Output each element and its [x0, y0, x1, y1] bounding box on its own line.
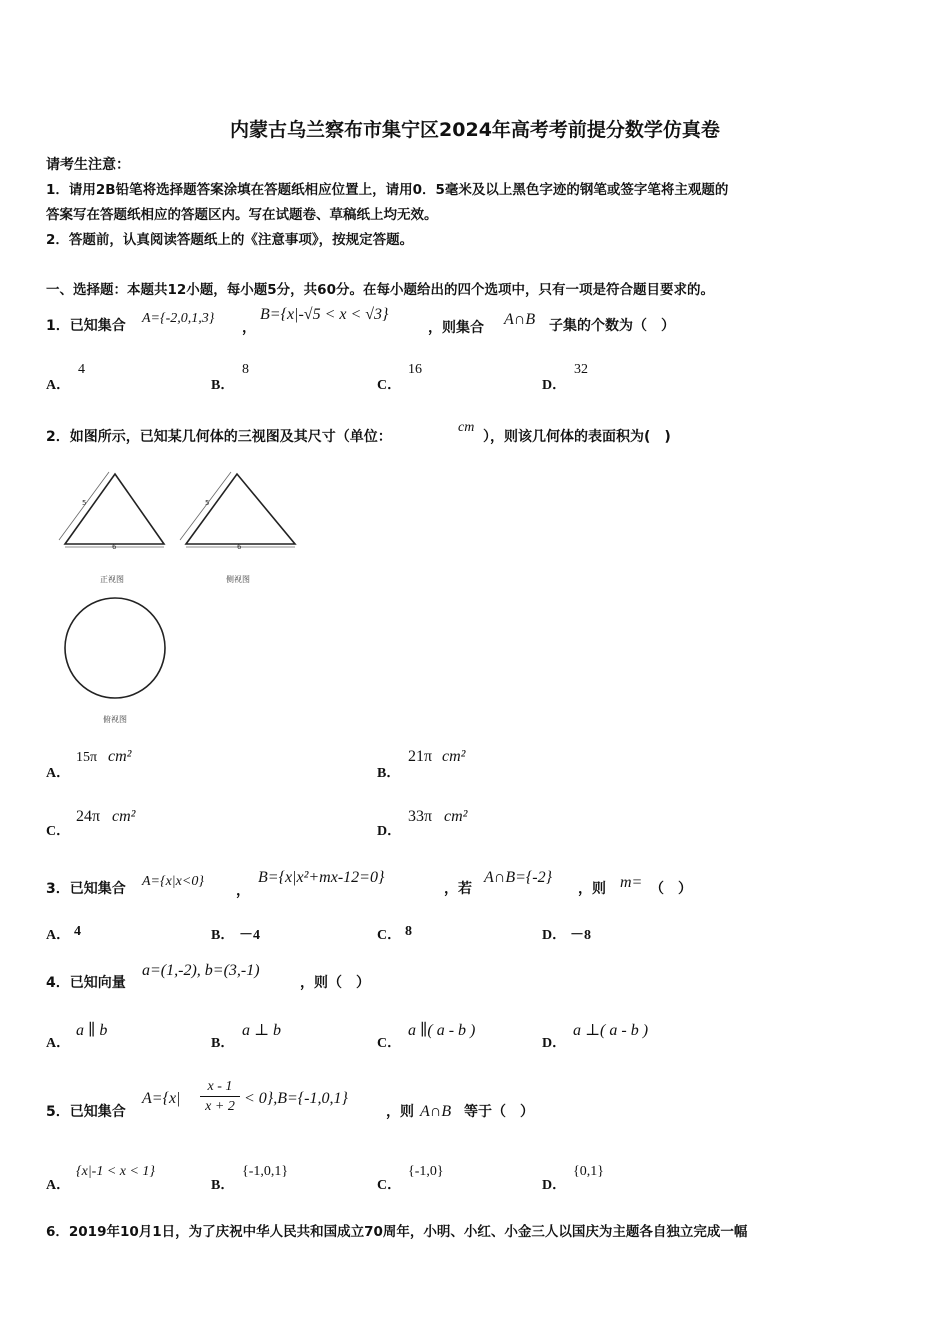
q3-prefix: 3．已知集合: [46, 881, 126, 897]
page-title: 内蒙古乌兰察布市集宁区2024年高考考前提分数学仿真卷: [230, 119, 720, 141]
q2-option-d-num: 33π: [408, 808, 433, 825]
q4-option-b-expr: a ⊥ b: [242, 1022, 282, 1039]
q3-option-a-value: 4: [74, 924, 81, 939]
q3-mid: ，若: [444, 881, 472, 897]
front-view-caption: 正视图: [100, 575, 124, 584]
q4-option-d-label[interactable]: D．: [542, 1036, 567, 1051]
q4-vectors: a=(1,-2), b=(3,-1): [142, 962, 260, 979]
q4-option-b-label[interactable]: B．: [211, 1036, 235, 1051]
q3-option-c-value: 8: [405, 924, 412, 939]
q1-option-c-label[interactable]: C．: [377, 378, 402, 393]
q5-option-d-value: {0,1}: [573, 1164, 604, 1179]
q3-option-a-label[interactable]: A．: [46, 928, 71, 943]
notice-item-2: 2．答题前，认真阅读答题纸上的《注意事项》，按规定答题。: [46, 232, 414, 248]
q2-option-c-num: 24π: [76, 808, 101, 825]
q5-set-a-right: < 0},B={-1,0,1}: [244, 1090, 348, 1107]
q5-fraction-numerator: x - 1: [207, 1079, 233, 1094]
side-view-base-label: 6: [237, 543, 242, 551]
q3-condition: A∩B={-2}: [484, 869, 553, 886]
q1-option-d-value: 32: [574, 362, 588, 377]
q5-option-b-label[interactable]: B．: [211, 1178, 235, 1193]
q5-intersection: A∩B: [420, 1103, 452, 1120]
q1-option-b-value: 8: [242, 362, 249, 377]
q5-prefix: 5．已知集合: [46, 1104, 126, 1120]
notice-item-1: 1．请用2B铅笔将选择题答案涂填在答题纸相应位置上，请用0．5毫米及以上黑色字迹的钢笔或签字笔将主观题的: [46, 182, 729, 198]
q3-set-a: A={x|x<0}: [142, 874, 204, 889]
q2-options: [46, 748, 646, 838]
q3-option-b-label[interactable]: B．: [211, 928, 235, 943]
q1-options: [46, 362, 646, 392]
q3-option-c-label[interactable]: C．: [377, 928, 402, 943]
q1-suffix: 子集的个数为（ ）: [549, 318, 675, 334]
q5-option-c-value: {-1,0}: [408, 1164, 444, 1179]
q5-option-a-label[interactable]: A．: [46, 1178, 71, 1193]
q5-fraction: [198, 1078, 242, 1115]
section-heading: 一、选择题：本题共12小题，每小题5分，共60分。在每小题给出的四个选项中，只有一项是符合题目要求的。: [46, 282, 714, 298]
q4-option-d-expr: a ⊥( a - b ): [573, 1022, 649, 1039]
q5-options: [46, 1160, 686, 1194]
side-view: [180, 472, 295, 547]
q1-set-a: A={-2,0,1,3}: [142, 311, 215, 326]
q4-option-a-expr: a ∥ b: [76, 1022, 108, 1039]
q2-option-d-label[interactable]: D．: [377, 824, 402, 839]
q1-set-b: B={x|-√5 < x < √3}: [260, 306, 389, 323]
q3-comma: ，: [236, 883, 250, 899]
front-view: [59, 472, 164, 547]
q4-option-c-label[interactable]: C．: [377, 1036, 402, 1051]
q2-option-a-unit: cm²: [108, 748, 132, 765]
q4-prefix: 4．已知向量: [46, 975, 126, 991]
q3-option-d-value: －8: [570, 928, 591, 943]
q2-option-d-unit: cm²: [444, 808, 468, 825]
question-6: 6．2019年10月1日，为了庆祝中华人民共和国成立70周年，小明、小红、小金三人以国庆为主题各自独立完成一幅: [46, 1224, 748, 1240]
q3-set-b: B={x|x²+mx-12=0}: [258, 869, 385, 886]
q2-suffix: ），则该几何体的表面积为( ): [483, 429, 671, 445]
q4-suffix: ，则（ ）: [300, 975, 370, 991]
q1-mid: ，则集合: [428, 320, 484, 336]
q4-option-c-expr: a ∥( a - b ): [408, 1022, 476, 1039]
side-view-slant-label: 5: [205, 499, 210, 507]
q2-option-a-num: 15π: [76, 750, 98, 765]
q5-option-b-value: {-1,0,1}: [242, 1164, 289, 1179]
three-view-figure: [55, 468, 315, 728]
q5-mid: ，则: [386, 1104, 414, 1120]
q2-option-a-label[interactable]: A．: [46, 766, 71, 781]
q1-prefix: 1．已知集合: [46, 318, 126, 334]
top-view-caption: 俯视图: [103, 715, 127, 724]
q5-option-d-label[interactable]: D．: [542, 1178, 567, 1193]
q2-option-b-label[interactable]: B．: [377, 766, 401, 781]
q2-unit: cm: [458, 420, 475, 435]
q2-option-b-unit: cm²: [442, 748, 466, 765]
q5-option-a-value: {x|-1 < x < 1}: [76, 1164, 156, 1179]
q3-option-d-label[interactable]: D．: [542, 928, 567, 943]
q5-fraction-denominator: x + 2: [205, 1099, 235, 1114]
notice-item-1-cont: 答案写在答题纸相应的答题区内。写在试题卷、草稿纸上均无效。: [46, 207, 438, 223]
q5-fraction-bar: [200, 1096, 240, 1097]
q2-option-c-label[interactable]: C．: [46, 824, 71, 839]
q5-option-c-label[interactable]: C．: [377, 1178, 402, 1193]
q3-option-b-value: －4: [239, 928, 260, 943]
notice-heading: 请考生注意：: [46, 157, 130, 173]
q2-option-c-unit: cm²: [112, 808, 136, 825]
q1-option-b-label[interactable]: B．: [211, 378, 235, 393]
q1-option-a-value: 4: [78, 362, 85, 377]
q3-suffix: （ ）: [650, 881, 692, 897]
side-view-caption: 侧视图: [226, 575, 250, 584]
q2-prefix: 2．如图所示，已知某几何体的三视图及其尺寸（单位：: [46, 429, 392, 445]
top-view: [65, 598, 165, 698]
q1-option-a-label[interactable]: A．: [46, 378, 71, 393]
q3-options: [46, 924, 646, 946]
q1-intersection: A∩B: [504, 311, 536, 328]
q3-m: m=: [620, 874, 643, 891]
q1-comma: ，: [242, 320, 256, 336]
front-view-base-label: 6: [112, 543, 117, 551]
question-5: [46, 1076, 646, 1126]
q1-option-c-value: 16: [408, 362, 422, 377]
q5-suffix: 等于（ ）: [464, 1104, 534, 1120]
q4-options: [46, 1018, 686, 1052]
q4-option-a-label[interactable]: A．: [46, 1036, 71, 1051]
q3-mid2: ，则: [578, 881, 606, 897]
q2-option-b-num: 21π: [408, 748, 433, 765]
q1-option-d-label[interactable]: D．: [542, 378, 567, 393]
q5-set-a-left: A={x|: [142, 1090, 181, 1107]
front-view-slant-label: 5: [82, 499, 87, 507]
